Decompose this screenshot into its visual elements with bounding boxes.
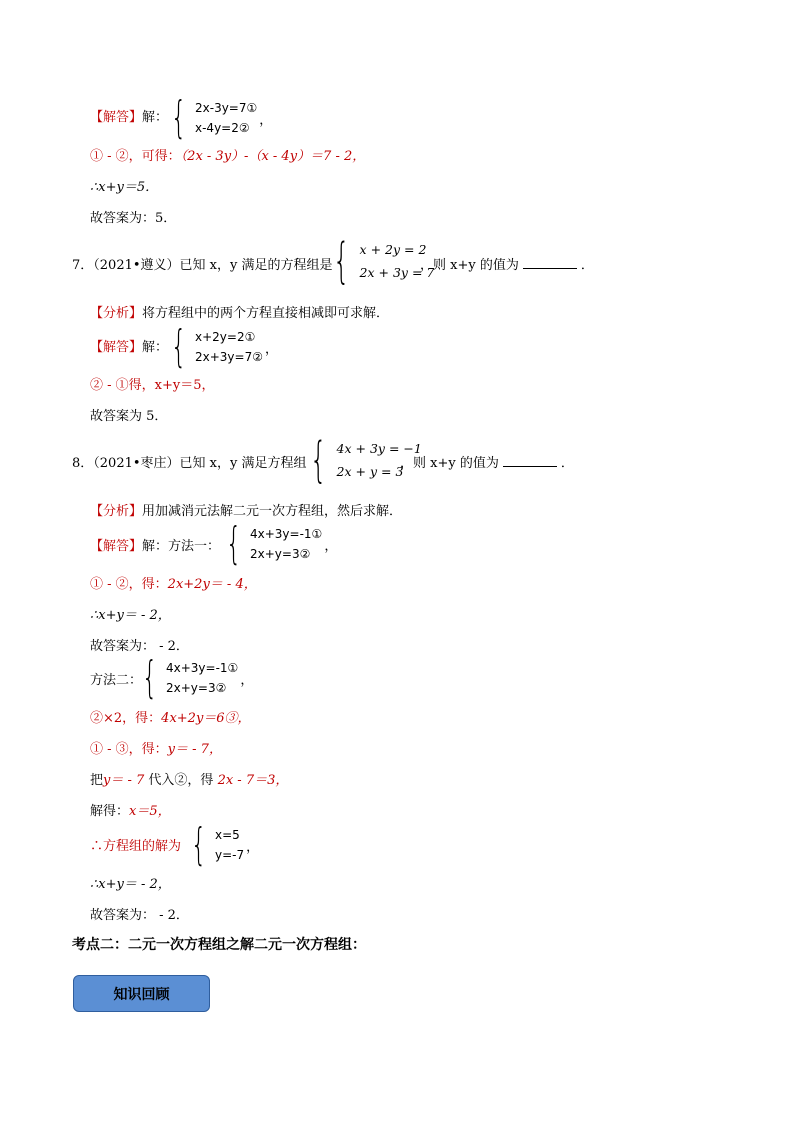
- question-end: ．: [580, 258, 594, 273]
- equation-1: 4x + 3y = −1: [336, 441, 422, 456]
- equations: [166, 658, 238, 698]
- solution-line: [90, 106, 168, 125]
- answer-line: 故答案为 5．: [90, 409, 168, 424]
- equations: [250, 524, 322, 564]
- method-1-label: 解：方法一：: [142, 539, 221, 554]
- answer-blank[interactable]: [523, 268, 577, 269]
- equation-1: x+2y=2①: [195, 330, 256, 344]
- step-line: [90, 573, 257, 592]
- answer-label: 【解答】: [90, 340, 143, 355]
- question-7-stem: [72, 254, 332, 273]
- equation-system: [171, 92, 273, 143]
- equation-1: 4x+3y=-1①: [250, 527, 323, 541]
- question-suffix: ，则 x+y 的值为: [420, 258, 519, 273]
- comma: ，: [259, 112, 273, 128]
- analysis-text: 将方程组中的两个方程直接相减即可求解．: [142, 306, 390, 321]
- question-prefix: 7．（2021•遵义）已知 x，y 满足的方程组是: [72, 258, 333, 273]
- step-text: 代入②，得: [144, 773, 218, 788]
- brace-symbol: {: [171, 321, 187, 372]
- answer-blank[interactable]: [503, 466, 557, 467]
- equations: [195, 327, 263, 367]
- equation-2: y=-7: [215, 848, 245, 862]
- step-prefix: ① - ③，得：: [90, 742, 168, 757]
- step-expression: （2x - 3y）-（x - 4y）＝7 - 2，: [180, 149, 366, 164]
- solution-line: [90, 336, 168, 355]
- question-end: ．: [560, 456, 574, 471]
- step-expression: x＝5，: [129, 804, 171, 819]
- brace-symbol: {: [191, 819, 207, 870]
- method-2-label: 方法二：: [90, 673, 143, 688]
- brace-symbol: {: [310, 432, 327, 488]
- step-expression: 2x+2y＝ - 4，: [167, 577, 257, 592]
- step-prefix: ① - ②，得：: [90, 577, 168, 592]
- equation-system: [142, 652, 254, 703]
- equation-system: [226, 518, 338, 569]
- step-expression: 2x - 7＝3，: [217, 773, 289, 788]
- step-line: ② - ①得，x+y＝5，: [90, 378, 215, 393]
- comma: ，: [324, 538, 338, 554]
- equation-2: 2x + 3y = 7: [359, 265, 435, 280]
- question-prefix: 8．（2021•枣庄）已知 x，y 满足方程组: [72, 456, 307, 471]
- question-7-suffix: [420, 254, 594, 273]
- solution-prefix: ∴方程组的解为: [90, 839, 182, 854]
- result-line: ∴x+y＝ - 2，: [90, 608, 171, 623]
- step-line: [90, 769, 288, 788]
- step-prefix: ②×2，得：: [90, 711, 162, 726]
- answer-line: 故答案为：5．: [90, 211, 177, 226]
- answer-line: 故答案为： - 2．: [90, 908, 189, 923]
- result-line: ∴x+y＝5．: [90, 180, 159, 195]
- question-8-suffix: [400, 452, 574, 471]
- equations: [195, 98, 257, 138]
- analysis-label: 【分析】: [90, 306, 143, 321]
- equations: [215, 825, 244, 865]
- step-line: [90, 707, 251, 726]
- equation-2: x-4y=2②: [195, 121, 250, 135]
- result-line: ∴x+y＝ - 2，: [90, 877, 171, 892]
- step-text: 解得：: [90, 804, 130, 819]
- comma: ，: [240, 672, 254, 688]
- answer-label: 【解答】: [90, 539, 143, 554]
- brace-symbol: {: [142, 652, 158, 703]
- step-line: [90, 800, 171, 819]
- equation-1: x + 2y = 2: [359, 242, 427, 257]
- equation-1: x=5: [215, 828, 240, 842]
- analysis-line: [90, 302, 389, 321]
- step-expression: y＝ - 7，: [167, 742, 222, 757]
- equation-1: 4x+3y=-1①: [166, 661, 239, 675]
- step-prefix: ① - ②，可得：: [90, 149, 181, 164]
- brace-symbol: {: [226, 518, 242, 569]
- step-text: 把: [90, 773, 104, 788]
- question-suffix: ，则 x+y 的值为: [400, 456, 499, 471]
- analysis-line: [90, 500, 402, 519]
- step-expression: y＝ - 7: [103, 773, 145, 788]
- solution-line: [90, 535, 220, 554]
- answer-label: 【解答】: [90, 110, 143, 125]
- answer-line: 故答案为： - 2．: [90, 639, 189, 654]
- brace-symbol: {: [333, 233, 350, 289]
- knowledge-review-button[interactable]: 知识回顾: [73, 975, 210, 1012]
- equation-1: 2x-3y=7①: [195, 101, 258, 115]
- analysis-text: 用加减消元法解二元一次方程组，然后求解．: [142, 504, 403, 519]
- solution-system: [191, 819, 260, 870]
- step-expression: 4x+2y＝6③，: [161, 711, 251, 726]
- equation-2: 2x+3y=7②: [195, 350, 263, 364]
- analysis-label: 【分析】: [90, 504, 143, 519]
- equation-2: 2x+y=3②: [166, 681, 227, 695]
- section-heading: 考点二：二元一次方程组之解二元一次方程组：: [72, 937, 366, 953]
- equation-2: 2x+y=3②: [250, 547, 311, 561]
- comma: ，: [246, 839, 260, 855]
- equation-system: [171, 321, 278, 372]
- question-8-stem: [72, 452, 306, 471]
- step-line: [90, 145, 365, 164]
- jie-text: 解：: [142, 340, 169, 355]
- brace-symbol: {: [171, 92, 187, 143]
- comma: ，: [264, 341, 278, 357]
- jie-text: 解：: [142, 110, 169, 125]
- equation-2: 2x + y = 3: [336, 464, 404, 479]
- step-line: [90, 738, 222, 757]
